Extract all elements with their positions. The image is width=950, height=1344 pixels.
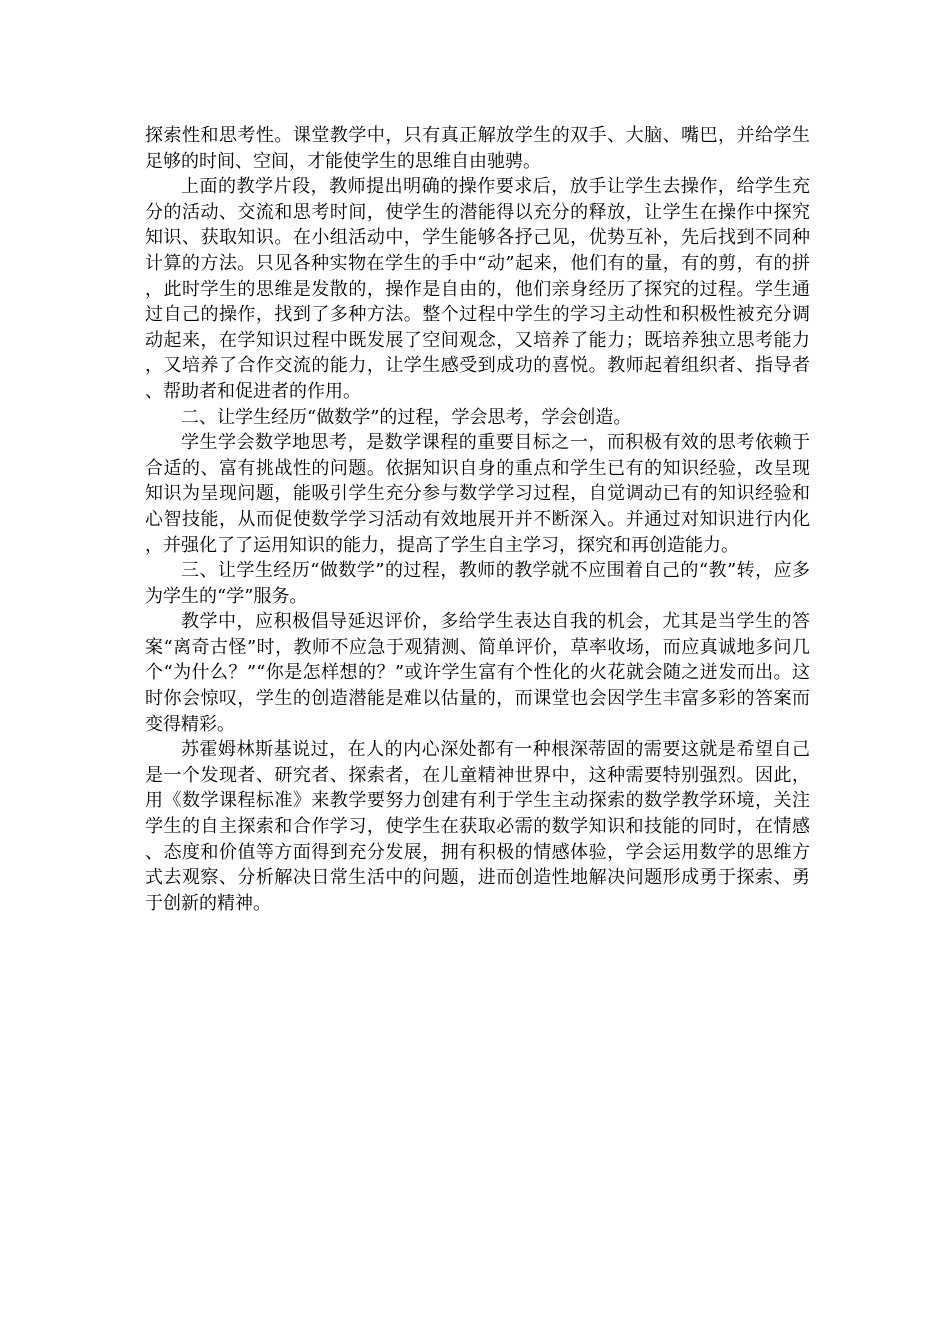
paragraph-teaching-analysis: 上面的教学片段，教师提出明确的操作要求后，放手让学生去操作，给学生充分的活动、交流和思考时间，使学生的潜能得以充分的释放，让学生在操作中探究知识、获取知识。在小组活动中，学生能够各抒己见，优势互补，先后找到不同种计算的方法。只见各种实物在学生的手中“动”起来，他们有的量，有的剪，有的拼，此时学生的思维是发散的，操作是自由的，他们亲身经历了探究的过程。学生通过自己的操作，找到了多种方法。整个过程中学生的学习主动性和积极性被充分调动起来，在学知识过程中既发展了空间观念，又培养了能力；既培养独立思考能力，又培养了合作交流的能力，让学生感受到成功的喜悦。教师起着组织者、指导者、帮助者和促进者的作用。 [145,176,810,402]
section-heading-2: 二、让学生经历“做数学”的过程，学会思考，学会创造。 [181,406,632,428]
paragraph-continuation: 探索性和思考性。课堂教学中，只有真正解放学生的双手、大脑、嘴巴，并给学生足够的时间、空间，才能使学生的思维自由驰骋。 [145,125,810,172]
paragraph-sukhomlinsky: 苏霍姆林斯基说过，在人的内心深处都有一种根深蒂固的需要这就是希望自己是一个发现者、研究者、探索者，在儿童精神世界中，这种需要特别强烈。因此，用《数学课程标准》来教学要努力创建有利于学生主动探索的数学教学环境，关注学生的自主探索和合作学习，使学生在获取必需的数学知识和技能的同时，在情感、态度和价值等方面得到充分发展，拥有积极的情感体验，学会运用数学的思维方式去观察、分析解决日常生活中的问题，进而创造性地解决问题形成勇于探索、勇于创新的精神。 [145,739,810,914]
paragraph-delayed-evaluation: 教学中，应积极倡导延迟评价，多给学生表达自我的机会，尤其是当学生的答案“离奇古怪”时，教师不应急于观猜测、简单评价，草率收场，而应真诚地多问几个“为什么？”“你是怎样想的？”或许学生富有个性化的火花就会随之迸发而出。这时你会惊叹，学生的创造潜能是难以估量的，而课堂也会因学生丰富多彩的答案而变得精彩。 [145,611,810,735]
section-heading-3: 三、让学生经历“做数学”的过程，教师的教学就不应围着自己的“教”转，应多为学生的“学”服务。 [145,560,810,607]
document-page [145,123,810,916]
paragraph-math-thinking: 学生学会数学地思考，是数学课程的重要目标之一，而积极有效的思考依赖于合适的、富有挑战性的问题。依据知识自身的重点和学生已有的知识经验，改呈现知识为呈现问题，能吸引学生充分参与数学学习过程，自觉调动已有的知识经验和心智技能，从而促使数学学习活动有效地展开并不断深入。并通过对知识进行内化，并强化了了运用知识的能力，提高了学生自主学习，探究和再创造能力。 [145,432,810,556]
